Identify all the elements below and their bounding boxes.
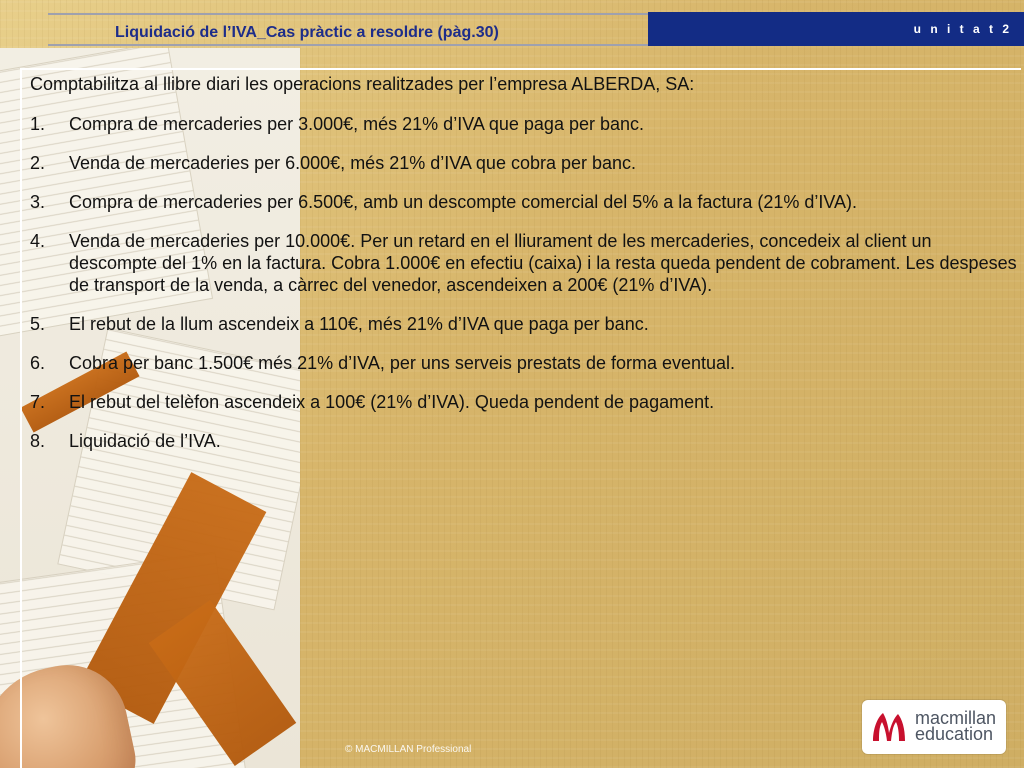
- logo-line-2: education: [915, 724, 994, 744]
- copyright-text: © MACMILLAN Professional: [345, 744, 472, 755]
- item-number: 3.: [30, 192, 46, 212]
- logo-wordmark: [915, 710, 996, 742]
- item-number: 4.: [30, 231, 46, 251]
- page-title: Liquidació de l’IVA_Cas pràctic a resoldre (pàg.30): [115, 24, 499, 41]
- item-number: 8.: [30, 431, 46, 451]
- header-top-line: [48, 13, 648, 15]
- item-text: Compra de mercaderies per 6.500€, amb un descompte comercial del 5% a la factura (21% d’IVA).: [69, 192, 858, 212]
- unit-label: u n i t a t 2: [913, 22, 1012, 36]
- item-number: 1.: [30, 114, 46, 134]
- exercise-item: [30, 230, 1020, 296]
- item-text: El rebut de la llum ascendeix a 110€, més 21% d’IVA que paga per banc.: [69, 314, 649, 334]
- macmillan-logo: [862, 700, 1006, 754]
- header-bottom-line: [48, 44, 648, 46]
- unit-banner: [648, 12, 1024, 46]
- exercise-item: [30, 430, 1020, 452]
- exercise-intro: Comptabilitza al llibre diari les operacions realitzades per l’empresa ALBERDA, SA:: [30, 74, 695, 94]
- logo-line-1: macmillan: [915, 708, 997, 728]
- exercise-item: [30, 152, 1020, 174]
- item-text: Compra de mercaderies per 3.000€, més 21% d’IVA que paga per banc.: [69, 114, 645, 134]
- exercise-item: [30, 113, 1020, 135]
- item-text: El rebut del telèfon ascendeix a 100€ (21% d’IVA). Queda pendent de pagament.: [69, 392, 715, 412]
- item-text: Venda de mercaderies per 6.000€, més 21% d’IVA que cobra per banc.: [69, 153, 637, 173]
- item-text: Venda de mercaderies per 10.000€. Per un retard en el lliurament de les mercaderies, concedeix al client un descompte del 1% en la factura. Cobra 1.000€ en efectiu (caixa) i la resta queda pendent de cobrament. Les despeses de transport de la venda, a càrrec del venedor, ascendeixen a 200€ (21% d’IVA).: [69, 231, 1017, 295]
- item-number: 5.: [30, 314, 46, 334]
- exercise-content: [30, 73, 1020, 469]
- exercise-item: [30, 313, 1020, 335]
- macmillan-logo-icon: [871, 710, 907, 744]
- item-text: Cobra per banc 1.500€ més 21% d’IVA, per uns serveis prestats de forma eventual.: [69, 353, 736, 373]
- item-number: 7.: [30, 392, 46, 412]
- item-number: 6.: [30, 353, 46, 373]
- exercise-item: [30, 352, 1020, 374]
- exercise-item: [30, 191, 1020, 213]
- exercise-item: [30, 391, 1020, 413]
- item-number: 2.: [30, 153, 46, 173]
- item-text: Liquidació de l’IVA.: [69, 431, 221, 451]
